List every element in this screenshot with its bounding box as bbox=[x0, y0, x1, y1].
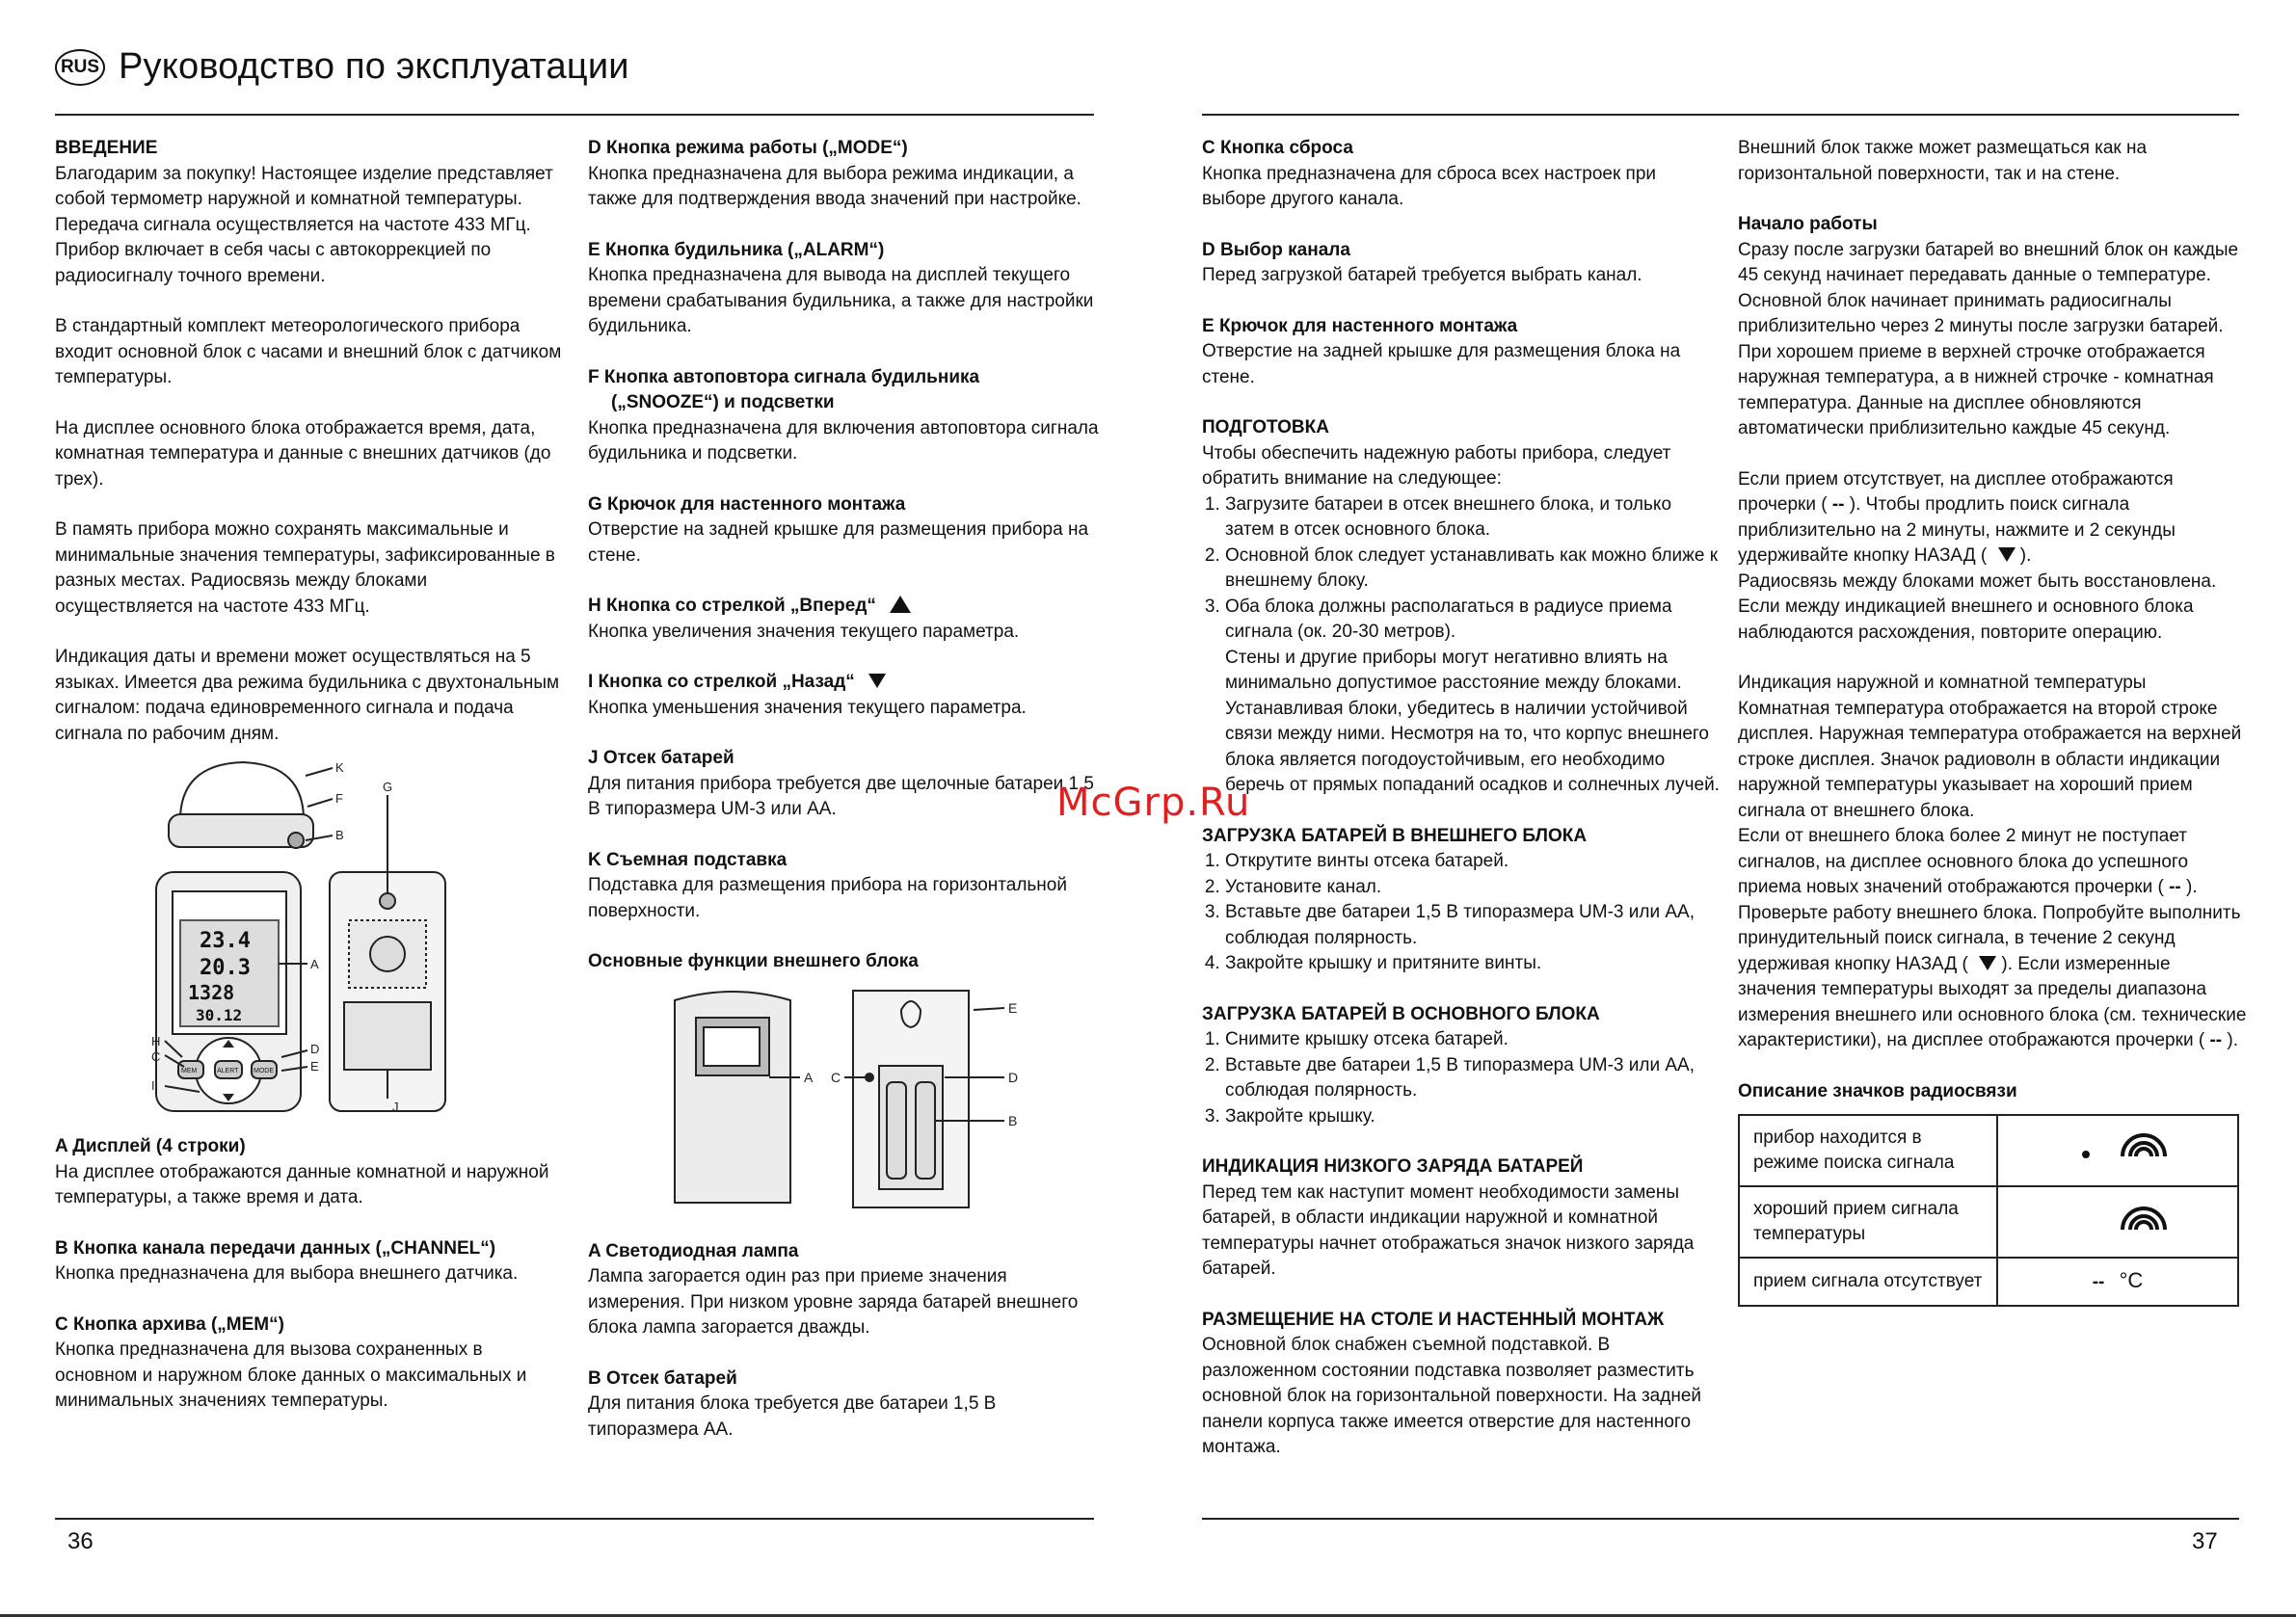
lcd-indoor-temp: 20.3 bbox=[200, 956, 251, 980]
figure-label-k: K bbox=[335, 760, 344, 775]
section-ext-battery-load bbox=[1202, 824, 1722, 977]
arrow-down-icon bbox=[1998, 547, 2016, 562]
section-j-battery bbox=[588, 746, 1099, 823]
good-signal-icon bbox=[1997, 1186, 2238, 1258]
section-c-text: Кнопка предназначена для вызова сохраненных в основном и наружном блоке данных о максимальных и минимальных значениях температуры. bbox=[55, 1339, 527, 1411]
column-3 bbox=[1202, 136, 1722, 1486]
outage-text: ). Проверьте работу внешнего блока. Попробуйте выполнить принудительный поиск сигнала, в течение 2 секунд удерживая кнопку НАЗАД ( bbox=[1738, 877, 2241, 974]
main-battery-load-heading: ЗАГРУЗКА БАТАРЕЙ В ОСНОВНОГО БЛОКА bbox=[1202, 1003, 1600, 1024]
section-f-snooze bbox=[588, 365, 1099, 467]
arrow-down-icon bbox=[1979, 956, 1996, 970]
main-unit-diagram bbox=[151, 756, 479, 1115]
column-2 bbox=[588, 136, 1099, 1468]
list-item: 2. Основной блок следует устанавливать как можно ближе к внешнему блоку. bbox=[1225, 544, 1722, 595]
figure-label-j: J bbox=[392, 1100, 399, 1114]
lcd-outdoor-temp: 23.4 bbox=[200, 929, 251, 953]
figure-label-c: C bbox=[831, 1069, 841, 1085]
low-battery-heading: ИНДИКАЦИЯ НИЗКОГО ЗАРЯДА БАТАРЕЙ bbox=[1202, 1156, 1584, 1177]
no-reception-text: Если прием отсутствует, на дисплее отображаются прочерки ( bbox=[1738, 468, 2174, 515]
figure-label-g: G bbox=[383, 780, 393, 794]
section-a-text: На дисплее отображаются данные комнатной и наружной температуры, а также время и дата. bbox=[55, 1161, 549, 1207]
section-d-mode bbox=[588, 136, 1099, 213]
list-item: 3. Вставьте две батареи 1,5 В типоразмера UM-3 или AA, соблюдая полярность. bbox=[1225, 900, 1722, 951]
celsius-symbol: °C bbox=[2119, 1268, 2144, 1292]
intro-paragraph: Индикация даты и времени может осуществляться на 5 языках. Имеется два режима будильника с двухтональным сигналом: подача единовременного сигнала и подача сигнала по рабочим дням. bbox=[55, 647, 560, 744]
figure-label-i: I bbox=[151, 1078, 155, 1093]
section-g-text: Отверстие на задней крышке для размещения прибора на стене. bbox=[588, 519, 1089, 566]
table-cell: прием сигнала отсутствует bbox=[1739, 1258, 1997, 1306]
section-a-title: A Дисплей (4 строки) bbox=[55, 1136, 246, 1156]
table-row bbox=[1739, 1186, 2238, 1258]
table-row bbox=[1739, 1258, 2238, 1306]
list-item: 2. Вставьте две батареи 1,5 В типоразмера UM-3 или AA, соблюдая полярность. bbox=[1225, 1053, 1722, 1104]
arrow-down-icon bbox=[868, 674, 886, 688]
mounting-heading: РАЗМЕЩЕНИЕ НА СТОЛЕ И НАСТЕННЫЙ МОНТАЖ bbox=[1202, 1309, 1665, 1330]
section-c-reset bbox=[1202, 136, 1722, 213]
no-reception-text: ). bbox=[2019, 545, 2032, 566]
section-mounting bbox=[1202, 1308, 1722, 1461]
searching-signal-icon bbox=[1997, 1115, 2238, 1186]
section-led-title: A Светодиодная лампа bbox=[588, 1240, 799, 1261]
start-heading: Начало работы bbox=[1738, 214, 1878, 234]
figure-label-e: E bbox=[310, 1059, 319, 1074]
figure-label-f: F bbox=[335, 791, 343, 806]
section-a-display bbox=[55, 1134, 566, 1211]
figure-label-a: A bbox=[804, 1069, 814, 1085]
page-number-left: 36 bbox=[67, 1528, 93, 1554]
section-i-back bbox=[588, 670, 1099, 721]
section-e-alarm bbox=[588, 238, 1099, 340]
intro-paragraph: Благодарим за покупку! Настоящее изделие представляет собой термометр наружной и комнатной температуры. Передача сигнала осуществляется на частоте 433 МГц. Прибор включает в себя часы с автокоррекцией по радиосигналу точного времени. bbox=[55, 163, 553, 286]
section-led-text: Лампа загорается один раз при приеме значения измерения. При низком уровне заряда батарей внешнего блока лампа загорается дважды. bbox=[588, 1266, 1079, 1338]
intro-heading: ВВЕДЕНИЕ bbox=[55, 138, 158, 158]
bottom-rule bbox=[55, 1518, 1094, 1520]
section-g-title: G Крючок для настенного монтажа bbox=[588, 493, 906, 515]
mounting-text: Основной блок снабжен съемной подставкой. В разложенном состоянии подставка позволяет разместить основной блок на горизонтальной поверхности. На задней панели корпуса также имеется отверстие для настенного монтажа. bbox=[1202, 1335, 1702, 1457]
button-label-mode: MODE bbox=[254, 1068, 274, 1074]
figure-label-e: E bbox=[1008, 999, 1018, 1016]
list-item: 1. Открутите винты отсека батарей. bbox=[1225, 849, 1722, 875]
column-1 bbox=[55, 136, 566, 1440]
section-f-title: F Кнопка автоповтора сигнала будильника bbox=[588, 366, 980, 387]
figure-label-h: H bbox=[151, 1034, 161, 1048]
section-main-battery-load bbox=[1202, 1002, 1722, 1130]
section-k-text: Подставка для размещения прибора на горизонтальной поверхности. bbox=[588, 875, 1067, 921]
section-j-title: J Отсек батарей bbox=[588, 748, 734, 768]
outage-text: ). Если измеренные значения температуры выходят за пределы диапазона измерения внешнего или основного блока (см. технические характеристики), на дисплее отображаются прочерки ( bbox=[1738, 953, 2247, 1050]
radio-icons-heading: Описание значков радиосвязи bbox=[1738, 1080, 2017, 1101]
list-item: 1. Загрузите батареи в отсек внешнего блока, и только затем в отсек основного блока. bbox=[1225, 492, 1722, 544]
section-ext-hook-text: Отверстие на задней крышке для размещения блока на стене. bbox=[1202, 341, 1681, 387]
page-header bbox=[55, 46, 629, 88]
outage-text: ). bbox=[2227, 1030, 2238, 1050]
table-cell: хороший прием сигнала температуры bbox=[1739, 1186, 1997, 1258]
section-d-channel bbox=[1202, 238, 1722, 289]
preparation-intro: Чтобы обеспечить надежную работы прибора, следует обратить внимание на следующее: bbox=[1202, 442, 1671, 489]
list-item: 3. Закройте крышку. bbox=[1225, 1104, 1722, 1130]
section-j-text: Для питания прибора требуется две щелочные батареи 1,5 В типоразмера UM-3 или AA. bbox=[588, 773, 1094, 819]
section-d-title: D Кнопка режима работы („MODE“) bbox=[588, 138, 908, 158]
list-item: 3. Оба блока должны располагаться в радиусе приема сигнала (ок. 20-30 метров). bbox=[1225, 595, 1722, 646]
table-row bbox=[1739, 1115, 2238, 1186]
section-start bbox=[1738, 212, 2249, 442]
arrow-up-icon bbox=[890, 596, 911, 613]
top-rule bbox=[55, 114, 1094, 116]
no-reception-text: ). Чтобы продлить поиск сигнала приблизительно на 2 минуты, нажмите и 2 секунды удерживайте кнопку НАЗАД ( bbox=[1738, 494, 2176, 566]
lcd-date: 30.12 bbox=[196, 1006, 243, 1024]
section-b-text: Кнопка предназначена для выбора внешнего датчика. bbox=[55, 1263, 519, 1284]
language-badge: RUS bbox=[55, 49, 105, 86]
section-reset-title: C Кнопка сброса bbox=[1202, 138, 1353, 158]
no-signal-icon bbox=[1997, 1258, 2238, 1306]
section-d-text: Кнопка предназначена для выбора режима индикации, а также для подтверждения ввода значений при настройке. bbox=[588, 163, 1081, 209]
lcd-time: 1328 bbox=[188, 981, 235, 1004]
indication-heading: Индикация наружной и комнатной температуры bbox=[1738, 673, 2147, 693]
section-preparation bbox=[1202, 415, 1722, 799]
figure-label-a: A bbox=[310, 957, 319, 971]
section-e-text: Кнопка предназначена для вывода на дисплей текущего времени срабатывания будильника, а также для настройки будильника. bbox=[588, 265, 1094, 336]
placement-paragraph: Внешний блок также может размещаться как на горизонтальной поверхности, так и на стене. bbox=[1738, 138, 2148, 184]
restore-text: Радиосвязь между блоками может быть восстановлена. Если между индикацией внешнего и основного блока наблюдаются расхождения, повторите операцию. bbox=[1738, 570, 2217, 643]
section-no-reception bbox=[1738, 467, 2249, 647]
figure-label-d: D bbox=[1008, 1069, 1019, 1085]
scan-edge bbox=[0, 1614, 2296, 1617]
button-label-alert: ALERT bbox=[217, 1068, 239, 1074]
preparation-note: Стены и другие приборы могут негативно влиять на минимально допустимое расстояние между блоками. Устанавливая блоки, убедитесь в наличии устойчивой связи между ними. Несмотря на то, что корпус внешнего блока является погодоустойчивым, его необходимо беречь от прямых попаданий осадков и солнечных лучей. bbox=[1225, 647, 1720, 795]
section-e-title: E Кнопка будильника („ALARM“) bbox=[588, 239, 885, 260]
dashes-symbol: -- bbox=[1831, 494, 1845, 515]
section-a-led bbox=[588, 1239, 1099, 1341]
section-b-ext-battery bbox=[588, 1366, 1099, 1444]
dashes-symbol: -- bbox=[2209, 1030, 2223, 1050]
section-i-text: Кнопка уменьшения значения текущего параметра. bbox=[588, 697, 1027, 718]
list-item: 4. Закройте крышку и притяните винты. bbox=[1225, 951, 1722, 977]
bottom-rule bbox=[1202, 1518, 2239, 1520]
button-label-mem: MEM bbox=[181, 1068, 198, 1074]
outage-text: Если от внешнего блока более 2 минут не поступает сигналов, на дисплее основного блока до успешного приема новых значений отображаются прочерки ( bbox=[1738, 826, 2189, 897]
section-i-title: I Кнопка со стрелкой „Назад“ bbox=[588, 672, 855, 692]
external-unit-heading: Основные функции внешнего блока bbox=[588, 951, 919, 971]
section-c-title: C Кнопка архива („MEM“) bbox=[55, 1313, 284, 1335]
section-k-stand bbox=[588, 848, 1099, 925]
list-item: 1. Снимите крышку отсека батарей. bbox=[1225, 1027, 1722, 1053]
section-ext-battery-text: Для питания блока требуется две батареи 1,5 В типоразмера AA. bbox=[588, 1393, 997, 1440]
list-item: 2. Установите канал. bbox=[1225, 875, 1722, 901]
section-e-ext-hook bbox=[1202, 314, 1722, 391]
section-f-title-line2: („SNOOZE“) и подсветки bbox=[611, 392, 835, 412]
figure-label-c: C bbox=[151, 1049, 161, 1064]
section-b-channel bbox=[55, 1236, 566, 1287]
section-g-hook bbox=[588, 492, 1099, 570]
table-cell: прибор находится в режиме поиска сигнала bbox=[1739, 1115, 1997, 1186]
preparation-heading: ПОДГОТОВКА bbox=[1202, 417, 1329, 438]
radio-icons-table bbox=[1738, 1114, 2239, 1307]
page-title: Руководство по эксплуатации bbox=[119, 46, 629, 87]
section-channel-title: D Выбор канала bbox=[1202, 239, 1350, 260]
section-reset-text: Кнопка предназначена для сброса всех настроек при выборе другого канала. bbox=[1202, 163, 1657, 209]
section-ext-battery-title: B Отсек батарей bbox=[588, 1367, 737, 1389]
figure-label-d: D bbox=[310, 1042, 320, 1056]
section-k-title: K Съемная подставка bbox=[588, 849, 788, 870]
dashes-symbol: -- bbox=[2169, 877, 2181, 897]
figure-label-b: B bbox=[1008, 1112, 1018, 1128]
top-rule bbox=[1202, 114, 2239, 116]
intro-paragraph: В память прибора можно сохранять максимальные и минимальные значения температуры, зафиксированные в разных местах. Радиосвязь между блоками осуществляется на частоте 433 МГц. bbox=[55, 519, 555, 617]
section-channel-text: Перед загрузкой батарей требуется выбрать канал. bbox=[1202, 265, 1642, 285]
section-indication bbox=[1738, 671, 2249, 1054]
section-h-forward bbox=[588, 594, 1099, 645]
intro-paragraph: На дисплее основного блока отображается время, дата, комнатная температура и данные с внешних датчиков (до трех). bbox=[55, 417, 551, 490]
external-unit-diagram bbox=[655, 981, 1089, 1214]
ext-battery-load-heading: ЗАГРУЗКА БАТАРЕЙ В ВНЕШНЕГО БЛОКА bbox=[1202, 825, 1588, 846]
section-b-title: B Кнопка канала передачи данных („CHANNEL“) bbox=[55, 1237, 496, 1259]
low-battery-text: Перед тем как наступит момент необходимости замены батарей, в области индикации наружной и комнатной температуры начнет отображаться значок низкого заряда батарей. bbox=[1202, 1181, 1695, 1279]
figure-label-b: B bbox=[335, 828, 344, 842]
page-number-right: 37 bbox=[2192, 1528, 2218, 1554]
section-low-battery bbox=[1202, 1154, 1722, 1283]
start-text: Сразу после загрузки батарей во внешний блок он каждые 45 секунд начинает передавать данные о температуре. Основной блок начинает принимать радиосигналы приблизительно через 2 минуты после загрузки батарей. При хорошем приеме в верхней строчке отображается наружная температура, а в нижней строчке - комнатная температура. Данные на дисплее обновляются автоматически приблизительно каждые 45 секунд. bbox=[1738, 239, 2239, 438]
right-page bbox=[1148, 0, 2296, 1618]
dashes-symbol: -- bbox=[2092, 1272, 2105, 1292]
column-4 bbox=[1738, 136, 2249, 1307]
watermark: McGrp.Ru bbox=[1056, 781, 1251, 825]
section-c-mem bbox=[55, 1313, 566, 1415]
section-h-text: Кнопка увеличения значения текущего параметра. bbox=[588, 621, 1020, 642]
intro-paragraph: В стандартный комплект метеорологического прибора входит основной блок с часами и внешний блок с датчиком температуры. bbox=[55, 316, 562, 387]
section-f-text: Кнопка предназначена для включения автоповтора сигнала будильника и подсветки. bbox=[588, 417, 1099, 464]
section-h-title: H Кнопка со стрелкой „Вперед“ bbox=[588, 596, 876, 616]
section-ext-hook-title: E Крючок для настенного монтажа bbox=[1202, 315, 1518, 336]
indication-text: Комнатная температура отображается на второй строке дисплея. Наружная температура отображается на верхней строке дисплея. Значок радиоволн в области индикации наружной температуры указывает на хороший прием сигнала от внешнего блока. bbox=[1738, 698, 2242, 821]
